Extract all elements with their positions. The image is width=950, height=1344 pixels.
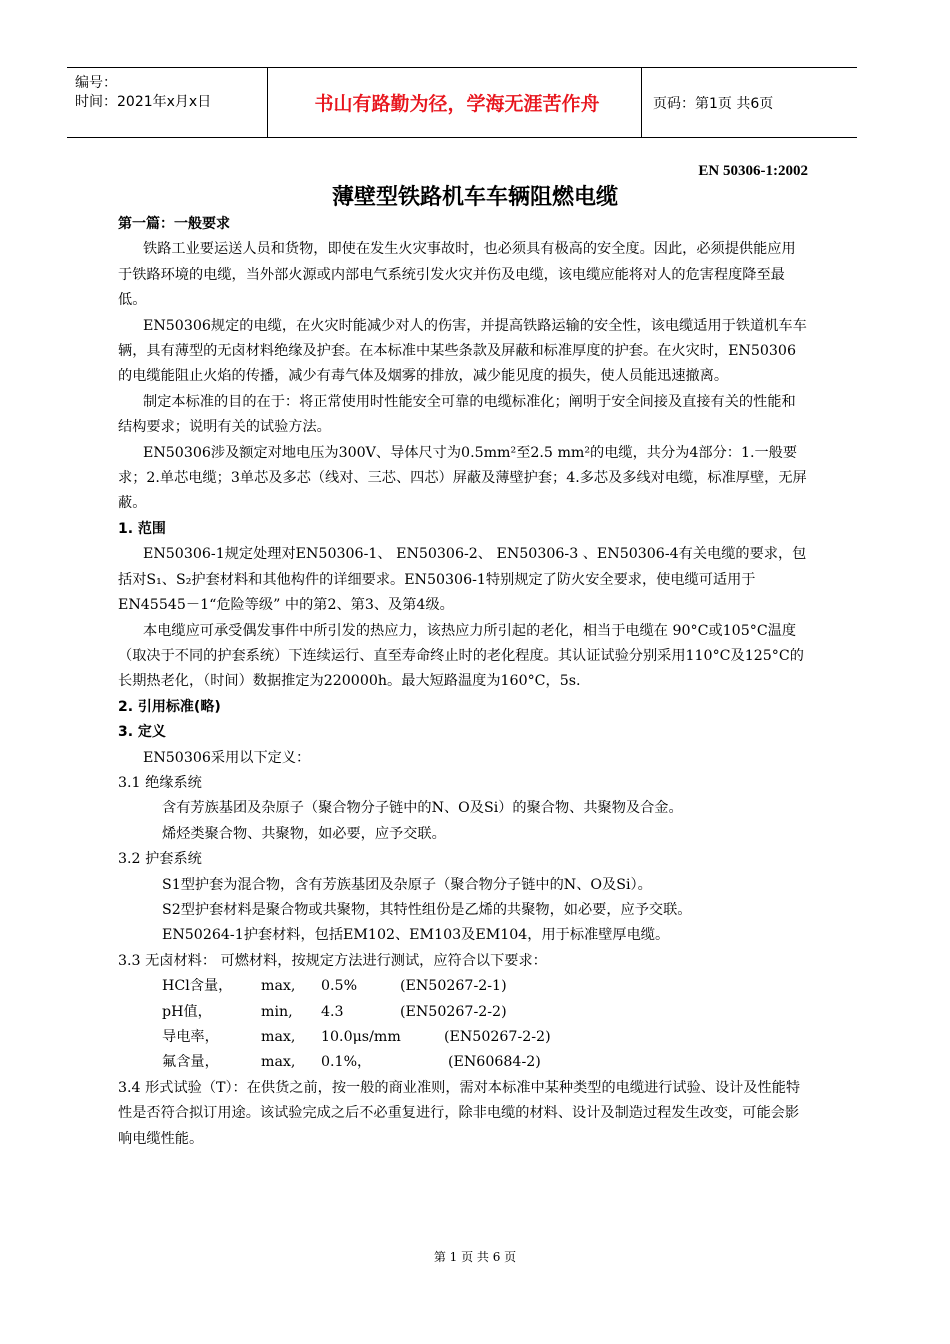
document-body xyxy=(118,212,808,1152)
req-value: 0.5% xyxy=(321,978,358,995)
paragraph: EN50306涉及额定对地电压为300V、导体尺寸为0.5mm²至2.5 mm²的电缆，共分为4部分：1.一般要求；2.单芯电缆；3单芯及多芯（线对、三芯、四芯）屏蔽及薄壁护套；4.多芯及多线对电缆，标准厚壁，无屏蔽。 xyxy=(118,444,807,512)
part-heading: 第一篇：一般要求 xyxy=(118,216,230,232)
paragraph: EN50306规定的电缆，在火灾时能减少对人的伤害，并提高铁路运输的安全性，该电缆适用于铁道机车车辆，具有薄型的无卤材料绝缘及护套。在本标准中某些条款及屏蔽和标准厚度的护套。在火灾时，EN50306的电缆能阻止火焰的传播，减少有毒气体及烟雾的排放，减少能见度的损失，使人员能迅速撤离。 xyxy=(118,317,807,385)
subsection-heading: 3.2 护套系统 xyxy=(118,851,202,868)
paragraph: 制定本标准的目的在于：将正常使用时性能安全可靠的电缆标准化；阐明于安全间接及直接有关的性能和结构要求；说明有关的试验方法。 xyxy=(118,393,796,436)
req-name: HCl含量， xyxy=(162,978,233,995)
paragraph: EN50306采用以下定义： xyxy=(143,749,311,766)
standard-code: EN 50306-1:2002 xyxy=(698,163,808,179)
number-label: 编号： xyxy=(75,75,117,91)
document-header xyxy=(67,67,857,138)
paragraph: EN50306-1规定处理对EN50306-1、 EN50306-2、 EN50306-3 、EN50306-4有关电缆的要求，包括对S₁、S₂护套材料和其他构件的详细要求。EN50306-1特别规定了防火安全要求，使电缆可适用于EN45545－1“危险等级” 中的第2、第3、及第4级。 xyxy=(118,546,807,614)
requirement-row xyxy=(118,1025,808,1050)
req-value: 4.3 xyxy=(321,1003,344,1020)
req-name: pH值， xyxy=(162,1003,212,1020)
page-number-label: 页码：第1页 共6页 xyxy=(653,95,774,112)
req-method: (EN50267-2-2) xyxy=(444,1029,551,1045)
definition-line: 烯烃类聚合物、共聚物，如必要，应予交联。 xyxy=(162,825,446,842)
req-value: 10.0μs/mm xyxy=(321,1029,401,1045)
requirement-row xyxy=(118,1000,808,1025)
req-name: 导电率， xyxy=(162,1029,219,1045)
paragraph: 铁路工业要运送人员和货物，即使在发生火灾事故时，也必须具有极高的安全度。因此，必须提供能应用于铁路环境的电缆，当外部火源或内部电气系统引发火灾并伤及电缆，该电缆应能将对人的危害程度降至最低。 xyxy=(118,241,796,309)
definition-line: 含有芳族基团及杂原子（聚合物分子链中的N、O及Si）的聚合物、共聚物及合金。 xyxy=(162,800,683,817)
header-divider xyxy=(267,68,268,137)
req-limit: min, xyxy=(261,1003,293,1020)
req-value: 0.1%， xyxy=(321,1054,372,1071)
paragraph: 本电缆应可承受偶发事件中所引发的热应力，该热应力所引起的老化，相当于电缆在 90°C或105°C温度（取决于不同的护套系统）下连续运行、直至寿命终止时的老化程度。其认证试验分别采用110°C及125°C的长期热老化，（时间）数据推定为220000h。最大短路温度为160°C，5s. xyxy=(118,622,804,690)
subsection-heading: 3.3 无卤材料： 可燃材料，按规定方法进行测试，应符合以下要求： xyxy=(118,952,547,969)
req-method: (EN50267-2-2) xyxy=(400,1003,507,1020)
req-method: (EN50267-2-1) xyxy=(400,978,507,995)
section-heading: 2. 引用标准(略) xyxy=(118,698,221,715)
header-divider xyxy=(641,68,642,137)
req-limit: max, xyxy=(261,978,296,995)
definition-line: S2型护套材料是聚合物或共聚物，其特性组份是乙烯的共聚物，如必要，应予交联。 xyxy=(162,901,692,918)
definition-line: S1型护套为混合物，含有芳族基团及杂原子（聚合物分子链中的N、O及Si）。 xyxy=(162,876,652,893)
time-label: 时间：2021年x月x日 xyxy=(75,94,212,110)
subsection-heading: 3.1 绝缘系统 xyxy=(118,774,202,791)
document-title: 薄壁型铁路机车车辆阻燃电缆 xyxy=(331,185,618,210)
req-method: (EN60684-2) xyxy=(448,1054,541,1071)
paragraph: 3.4 形式试验（T）：在供货之前，按一般的商业准则，需对本标准中某种类型的电缆进行试验、设计及性能特性是否符合拟订用途。该试验完成之后不必重复进行，除非电缆的材料、设计及制造过程发生改变，可能会影响电缆性能。 xyxy=(118,1079,801,1147)
definition-line: EN50264-1护套材料，包括EM102、EM103及EM104，用于标准壁厚电缆。 xyxy=(162,927,670,944)
requirement-row xyxy=(118,974,808,999)
header-left-block xyxy=(75,74,211,112)
req-limit: max, xyxy=(261,1029,296,1045)
header-motto: 书山有路勤为径，学海无涯苦作舟 xyxy=(314,93,600,115)
section-heading: 3. 定义 xyxy=(118,724,166,741)
page-footer: 第 1 页 共 6 页 xyxy=(433,1250,517,1264)
req-name: 氟含量， xyxy=(162,1054,219,1071)
req-limit: max, xyxy=(261,1054,296,1071)
section-heading: 1. 范围 xyxy=(118,520,166,537)
requirement-row xyxy=(118,1050,808,1075)
